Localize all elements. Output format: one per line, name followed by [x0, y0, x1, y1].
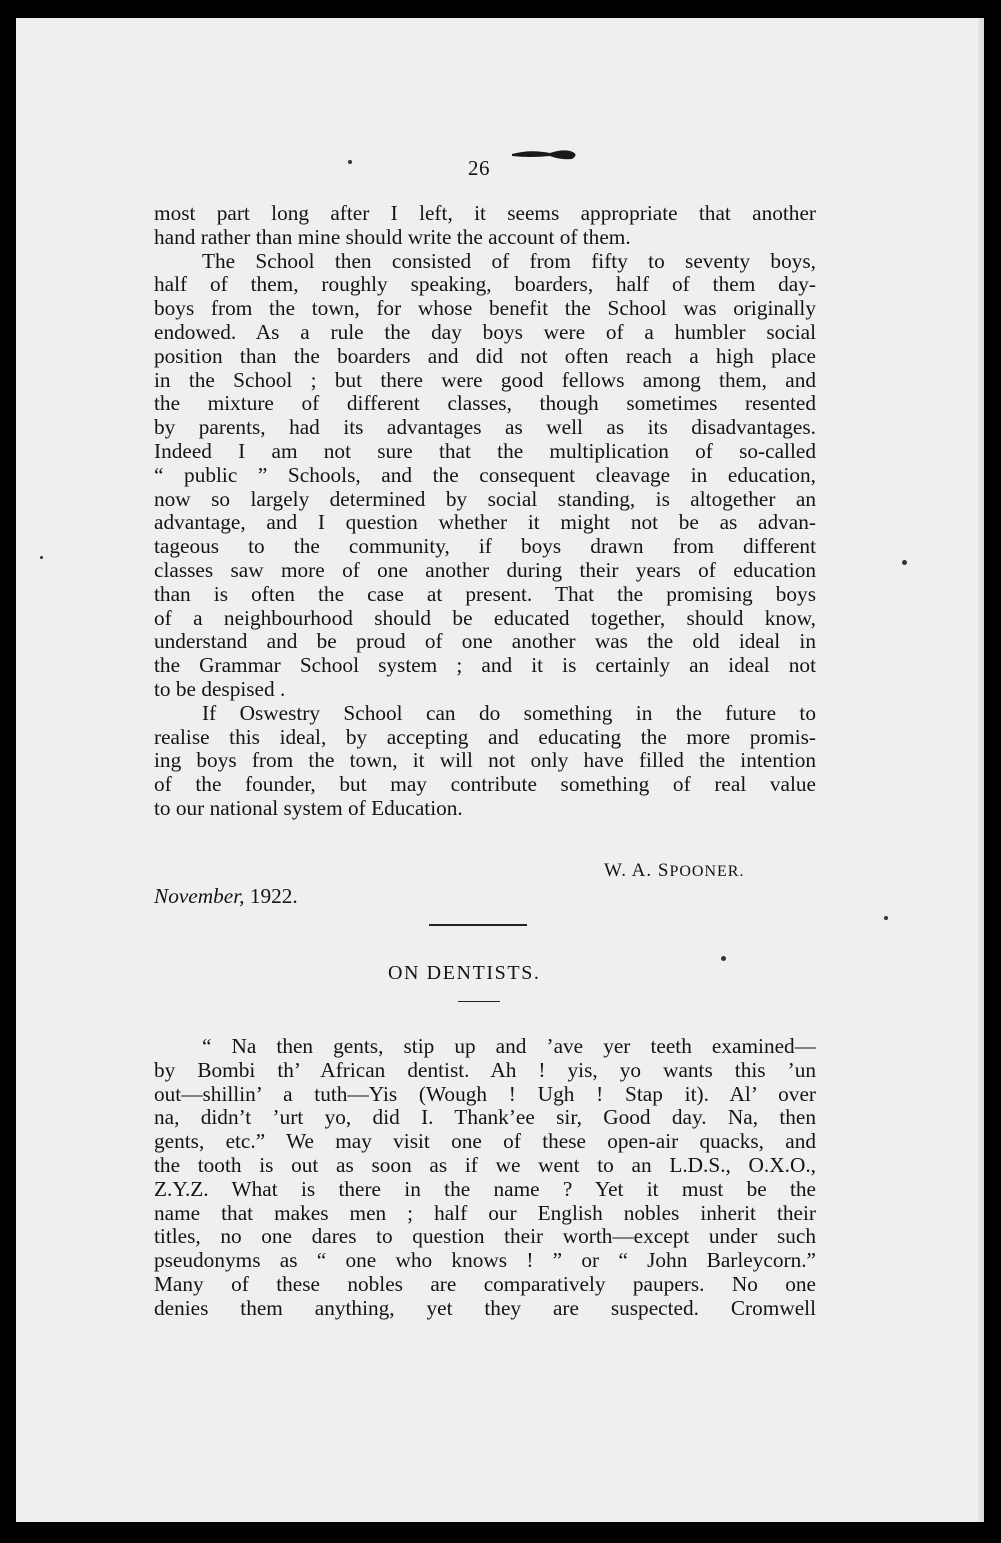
signature-rest: POONER. — [669, 863, 745, 880]
dust-speck — [884, 916, 888, 920]
dust-speck — [348, 160, 352, 164]
body-text-bottom — [154, 1035, 816, 1321]
body-text-top — [154, 202, 816, 821]
text-line: to be despised . — [154, 676, 286, 701]
section-divider — [429, 924, 527, 926]
text-line: of a neighbourhood should be educated together, should know, — [154, 605, 816, 630]
text-line: “ public ” Schools, and the consequent cleavage in education, — [154, 462, 816, 487]
title-underline — [458, 1001, 500, 1002]
text-line: hand rather than mine should write the account of them. — [154, 224, 631, 249]
text-line: “ Na then gents, stip up and ’ave yer teeth examined— — [202, 1034, 816, 1058]
dust-speck — [40, 556, 43, 559]
text-line: gents, etc.” We may visit one of these open-air quacks, and — [154, 1129, 816, 1154]
text-line: realise this ideal, by accepting and educating the more promis- — [154, 724, 816, 749]
text-line: the tooth is out as soon as if we went to an L.D.S., O.X.O., — [154, 1152, 816, 1177]
dust-speck — [902, 560, 907, 565]
text-line: the mixture of different classes, though sometimes resented — [154, 391, 816, 416]
text-line: advantage, and I question whether it might not be as advan- — [154, 510, 816, 535]
text-line: pseudonyms as “ one who knows ! ” or “ John Barleycorn.” — [154, 1248, 816, 1273]
page-number: 26 — [468, 156, 490, 180]
text-line: classes saw more of one another during their years of education — [154, 557, 816, 582]
text-line: na, didn’t ’urt yo, did I. Thank’ee sir, Good day. Na, then — [154, 1105, 816, 1130]
signature-initials: W. A. S — [604, 860, 670, 881]
text-line: to our national system of Education. — [154, 795, 463, 820]
text-line: endowed. As a rule the day boys were of a humbler social — [154, 319, 816, 344]
text-line: half of them, roughly speaking, boarders, half of them day- — [154, 272, 816, 297]
text-line: understand and be proud of one another was the old ideal in — [154, 629, 816, 654]
text-line: tageous to the community, if boys drawn from different — [154, 534, 816, 559]
page-edge-shadow — [978, 18, 984, 1522]
text-line: now so largely determined by social standing, is altogether an — [154, 486, 816, 511]
text-line: boys from the town, for whose benefit the School was originally — [154, 296, 816, 321]
text-line: Indeed I am not sure that the multiplication of so-called — [154, 438, 816, 463]
text-line: denies them anything, yet they are suspected. Cromwell — [154, 1295, 816, 1320]
text-line: If Oswestry School can do something in the future to — [202, 700, 816, 725]
dateline — [154, 884, 298, 909]
text-line: titles, no one dares to question their worth—except under such — [154, 1224, 816, 1249]
author-signature — [604, 860, 744, 882]
text-line: ing boys from the town, it will not only have filled the intention — [154, 748, 816, 773]
text-line: Z.Y.Z. What is there in the name ? Yet it must be the — [154, 1176, 816, 1201]
date-month: November, — [154, 884, 245, 908]
text-line: of the founder, but may contribute something of real value — [154, 772, 816, 797]
document-page — [16, 18, 984, 1522]
date-year: 1922. — [249, 884, 298, 908]
text-line: by Bombi th’ African dentist. Ah ! yis, yo wants this ’un — [154, 1057, 816, 1082]
text-line: than is often the case at present. That the promising boys — [154, 581, 816, 606]
text-line: Many of these nobles are comparatively paupers. No one — [154, 1271, 816, 1296]
text-line: in the School ; but there were good fellows among them, and — [154, 367, 816, 392]
text-line: by parents, had its advantages as well as its disadvantages. — [154, 415, 816, 440]
section-title: ON DENTISTS. — [388, 962, 541, 984]
ink-blot-mark — [510, 145, 582, 163]
text-line: out—shillin’ a tuth—Yis (Wough ! Ugh ! Stap it). Al’ over — [154, 1081, 816, 1106]
text-line: the Grammar School system ; and it is certainly an ideal not — [154, 653, 816, 678]
text-line: The School then consisted of from fifty to seventy boys, — [202, 248, 816, 273]
text-line: position than the boarders and did not often reach a high place — [154, 343, 816, 368]
dust-speck — [721, 956, 726, 961]
text-line: most part long after I left, it seems appropriate that another — [154, 201, 816, 225]
text-line: name that makes men ; half our English nobles inherit their — [154, 1200, 816, 1225]
